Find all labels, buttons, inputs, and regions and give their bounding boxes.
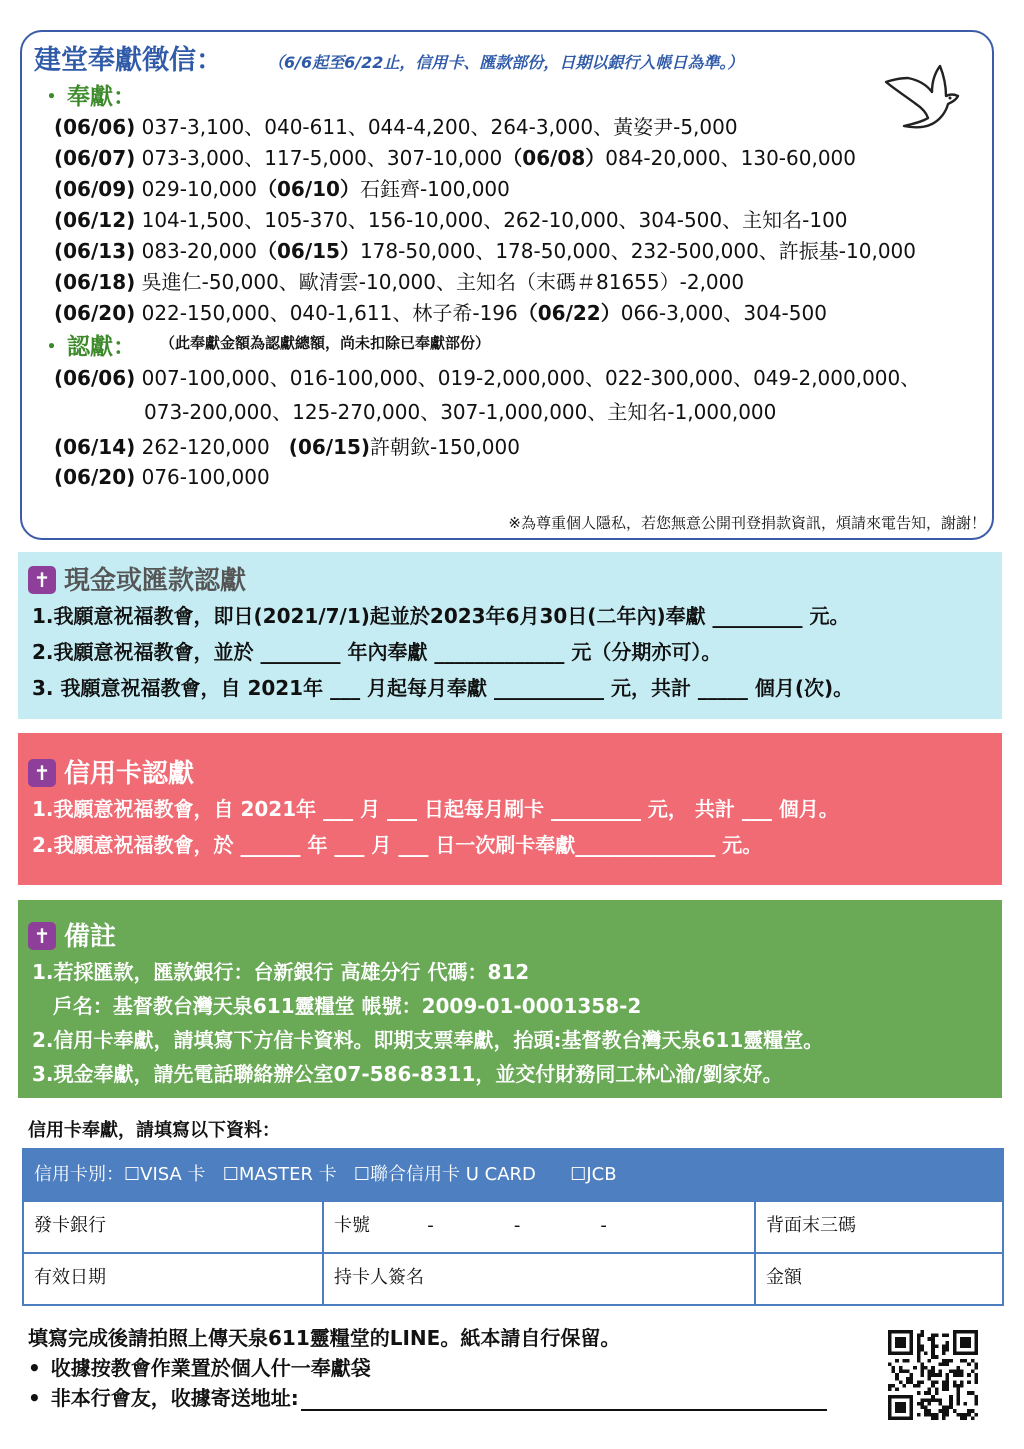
pledge-entry: (06/06) 007-100,000、016-100,000、019-2,000,000、022-300,000、049-2,000,000、 (54, 366, 921, 390)
card-pledge-title: ✝ 信用卡認獻 (28, 753, 194, 790)
cross-icon: ✝ (28, 922, 56, 950)
remarks-line: 2.信用卡奉獻，請填寫下方信卡資料。即期支票奉獻，抬頭:基督教台灣天泉611靈糧堂。 (32, 1028, 824, 1052)
card-type-options[interactable]: 信用卡別：☐VISA 卡 ☐MASTER 卡 ☐聯合信用卡 U CARD ☐JCB (24, 1150, 1002, 1200)
offering-entry: (06/18) 吳進仁-50,000、歐清雲-10,000、主知名（末碼＃81655）-2,000 (54, 270, 745, 294)
cvv-field[interactable]: 背面末三碼 (766, 1215, 856, 1236)
offering-record-subtitle: （6/6起至6/22止，信用卡、匯款部份，日期以銀行入帳日為準。） (268, 53, 744, 72)
qr-code-icon (888, 1330, 978, 1420)
card-pledge-line: 1.我願意祝福教會，自 2021年 ___ 月 ___ 日起每月刷卡 _________ 元， 共計 ___ 個月。 (32, 797, 839, 821)
offering-entry: (06/09) 029-10,000（06/10）石鈺齊-100,000 (54, 177, 510, 201)
privacy-note: ※為尊重個人隱私，若您無意公開刊登捐款資訊，煩請來電告知，謝謝！ (508, 514, 986, 532)
issuing-bank-field[interactable]: 發卡銀行 (24, 1202, 324, 1252)
remarks-title: ✝ 備註 (28, 916, 116, 953)
cross-icon: ✝ (28, 566, 56, 594)
signature-field[interactable]: 持卡人簽名 (324, 1254, 756, 1304)
cash-pledge-line: 1.我願意祝福教會，即日(2021/7/1)起並於2023年6月30日(二年內)奉獻 _________ 元。 (32, 604, 850, 628)
receipt-member-note: • 收據按教會作業置於個人什一奉獻袋 (28, 1356, 371, 1380)
cash-pledge-panel (18, 552, 1002, 719)
pledge-entry: (06/20) 076-100,000 (54, 465, 270, 489)
card-pledge-panel (18, 733, 1002, 885)
pledge-heading: ・ 認獻： (40, 334, 136, 360)
card-form-table (22, 1148, 1004, 1306)
table-row (24, 1200, 1002, 1252)
card-form-heading: 信用卡奉獻，請填寫以下資料： (28, 1120, 280, 1141)
card-pledge-line: 2.我願意祝福教會，於 ______ 年 ___ 月 ___ 日一次刷卡奉獻______________ 元。 (32, 833, 763, 857)
cash-pledge-title: ✝ 現金或匯款認獻 (28, 560, 246, 597)
dove-icon (882, 60, 962, 136)
offering-entry: (06/12) 104-1,500、105-370、156-10,000、262-10,000、304-500、主知名-100 (54, 208, 848, 232)
offering-entry: (06/13) 083-20,000（06/15）178-50,000、178-50,000、232-500,000、許振基-10,000 (54, 239, 916, 263)
pledge-note: （此奉獻金額為認獻總額，尚未扣除已奉獻部份） (160, 334, 491, 352)
offering-entry: (06/07) 073-3,000、117-5,000、307-10,000（06/08）084-20,000、130-60,000 (54, 146, 856, 170)
address-input[interactable] (301, 1389, 827, 1411)
receipt-address-line: • 非本行會友，收據寄送地址: (28, 1382, 827, 1411)
remarks-line: 戶名：基督教台灣天泉611靈糧堂 帳號：2009-01-0001358-2 (32, 994, 642, 1018)
cross-icon: ✝ (28, 759, 56, 787)
remarks-panel (18, 900, 1002, 1098)
remarks-line: 3.現金奉獻，請先電話聯絡辦公室07-586-8311，並交付財務同工林心渝/劉家妤。 (32, 1062, 783, 1086)
card-number-field[interactable]: 卡號 - - - (324, 1202, 756, 1252)
table-row (24, 1252, 1002, 1304)
cash-pledge-line: 2.我願意祝福教會，並於 ________ 年內奉獻 _____________ 元（分期亦可）。 (32, 640, 722, 664)
offering-heading: ・ 奉獻： (40, 84, 136, 110)
cash-pledge-line: 3. 我願意祝福教會，自 2021年 ___ 月起每月奉獻 ___________ 元，共計 _____ 個月(次)。 (32, 676, 854, 700)
upload-note: 填寫完成後請拍照上傳天泉611靈糧堂的LINE。紙本請自行保留。 (28, 1326, 621, 1350)
expiry-field[interactable]: 有效日期 (24, 1254, 324, 1304)
pledge-entry: 073-200,000、125-270,000、307-1,000,000、主知名-1,000,000 (144, 400, 777, 424)
offering-record-title: 建堂奉獻徵信： (34, 45, 223, 76)
offering-entry: (06/20) 022-150,000、040-1,611、林子希-196（06/22）066-3,000、304-500 (54, 301, 827, 325)
amount-field[interactable]: 金額 (766, 1267, 802, 1288)
pledge-entry: (06/14) 262-120,000 (06/15)許朝欽-150,000 (54, 435, 520, 459)
remarks-line: 1.若採匯款，匯款銀行：台新銀行 高雄分行 代碼：812 (32, 960, 530, 984)
offering-entry: (06/06) 037-3,100、040-611、044-4,200、264-3,000、黃姿尹-5,000 (54, 115, 738, 139)
